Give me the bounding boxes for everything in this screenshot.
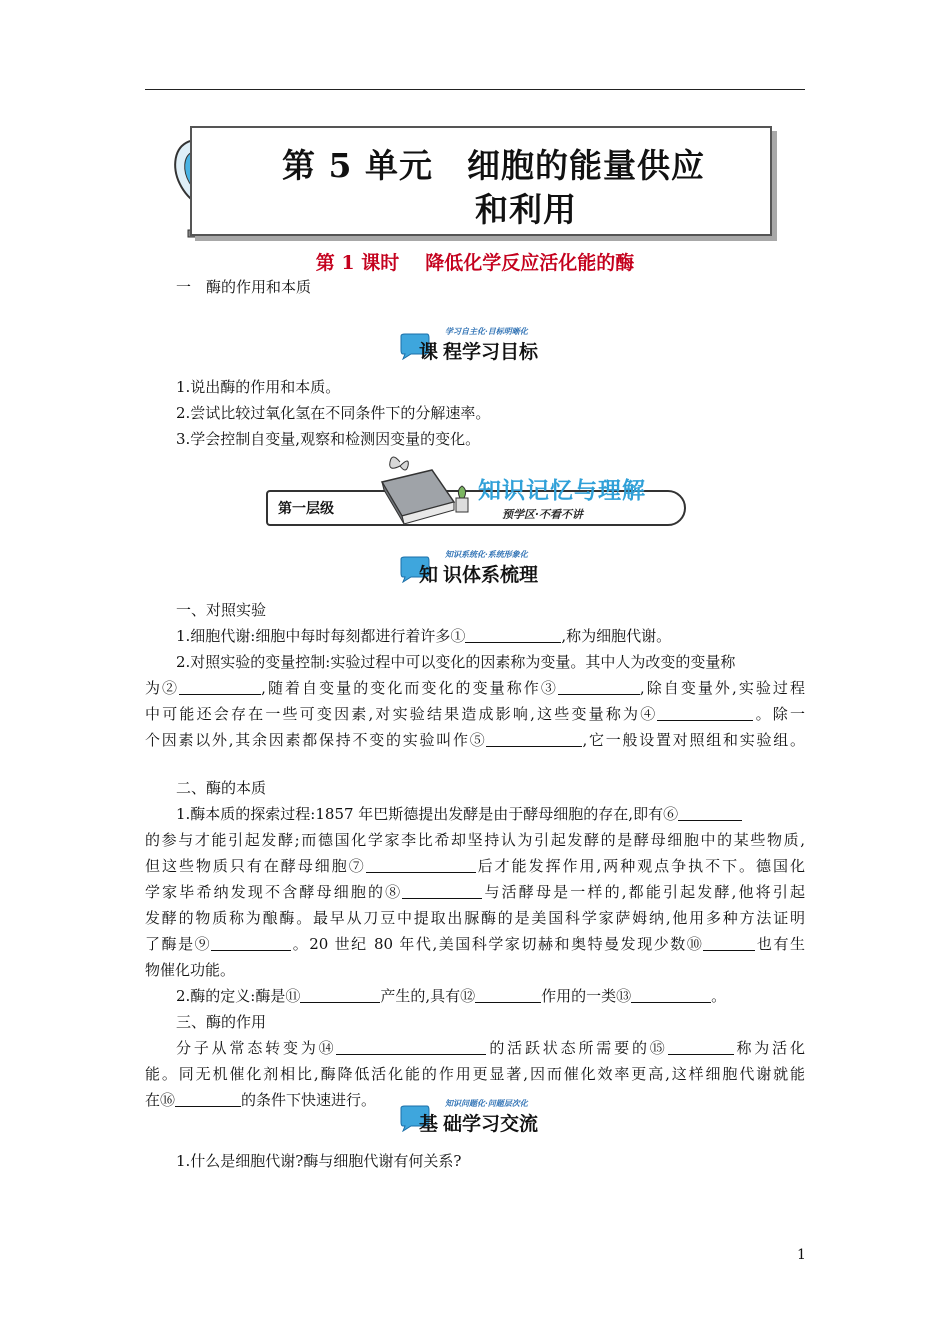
text-run: 1.酶本质的探索过程:1857 年巴斯德提出发酵是由于酵母细胞的存在,即有⑥ bbox=[176, 805, 679, 823]
paragraph-line bbox=[145, 675, 805, 701]
page-number: 1 bbox=[797, 1247, 806, 1263]
text-run: 的活跃状态所需要的⑮ bbox=[486, 1039, 668, 1057]
level-subtitle: 预学区·不看不讲 bbox=[502, 508, 583, 521]
badge-tag: 知识系统化·系统形象化 bbox=[445, 549, 528, 559]
fill-blank-2[interactable] bbox=[179, 679, 261, 695]
text-run: 了酶是⑨ bbox=[145, 935, 212, 953]
text-run: 2.酶的定义:酶是⑪ bbox=[176, 987, 301, 1005]
badge-title bbox=[419, 1109, 538, 1136]
fill-blank-13[interactable] bbox=[631, 987, 711, 1003]
fill-blank-16[interactable] bbox=[175, 1091, 241, 1107]
paragraph-line: 物催化功能。 bbox=[145, 961, 236, 979]
badge-learning-goals bbox=[397, 326, 567, 366]
text-run: 分子从常态转变为⑭ bbox=[176, 1039, 337, 1057]
lesson-title bbox=[0, 248, 950, 275]
text-run: 学家毕希纳发现不含酵母细胞的⑧ bbox=[145, 883, 403, 901]
badge-tag: 知识问题化·问题层次化 bbox=[445, 1098, 528, 1108]
fill-blank-8[interactable] bbox=[402, 883, 482, 899]
level-banner bbox=[266, 452, 686, 534]
text-run: 称为活化 bbox=[733, 1039, 805, 1057]
lesson-number: 第 1 课时 bbox=[315, 252, 400, 274]
paragraph-line bbox=[176, 1035, 805, 1061]
paragraph-line bbox=[176, 623, 671, 649]
fill-blank-15[interactable] bbox=[668, 1039, 734, 1055]
unit-banner bbox=[190, 126, 772, 236]
fill-blank-7[interactable] bbox=[366, 857, 476, 873]
fill-blank-1[interactable] bbox=[465, 627, 561, 643]
paragraph-line bbox=[145, 701, 805, 727]
text-run: ,随着自变量的变化而变化的变量称作③ bbox=[261, 679, 558, 697]
section-heading: 二、酶的本质 bbox=[176, 779, 267, 797]
paragraph-line bbox=[145, 1087, 376, 1113]
text-run: ,称为细胞代谢。 bbox=[561, 627, 672, 645]
fill-blank-3[interactable] bbox=[558, 679, 640, 695]
paragraph-line bbox=[176, 983, 726, 1009]
goal-item: 2.尝试比较过氧化氢在不同条件下的分解速率。 bbox=[176, 404, 491, 422]
fill-blank-4[interactable] bbox=[657, 705, 753, 721]
level-title: 知识记忆与理解 bbox=[478, 478, 646, 504]
badge-title-first: 课 bbox=[419, 341, 439, 363]
text-run: 产生的,具有⑫ bbox=[380, 987, 476, 1005]
level-label: 第一层级 bbox=[278, 501, 334, 517]
fill-blank-12[interactable] bbox=[475, 987, 541, 1003]
section-heading: 三、酶的作用 bbox=[176, 1013, 267, 1031]
unit-title-line1 bbox=[282, 140, 705, 187]
goal-item: 1.说出酶的作用和本质。 bbox=[176, 378, 341, 396]
paragraph-line: 的参与才能引起发酵;而德国化学家李比希却坚持认为引起发酵的是酵母细胞中的某些物质, bbox=[145, 831, 805, 849]
goal-item: 3.学会控制自变量,观察和检测因变量的变化。 bbox=[176, 430, 481, 448]
badge-title-first: 知 bbox=[419, 564, 439, 586]
text-run: 1.细胞代谢:细胞中每时每刻都进行着许多① bbox=[176, 627, 466, 645]
text-run: 也有生 bbox=[755, 935, 805, 953]
paragraph-line bbox=[176, 801, 742, 827]
fill-blank-14[interactable] bbox=[336, 1039, 486, 1055]
text-run: 个因素以外,其余因素都保持不变的实验叫作⑤ bbox=[145, 731, 487, 749]
text-run: 的条件下快速进行。 bbox=[241, 1091, 377, 1109]
text-run: 在⑯ bbox=[145, 1091, 176, 1109]
text-run: ,除自变量外,实验过程 bbox=[639, 679, 805, 697]
text-run: 。20 世纪 80 年代,美国科学家切赫和奥特曼发现少数⑩ bbox=[291, 935, 704, 953]
paragraph-line bbox=[145, 931, 805, 957]
text-run: 作用的一类⑬ bbox=[541, 987, 632, 1005]
text-run: 。 bbox=[711, 987, 727, 1005]
text-run: 为② bbox=[145, 679, 180, 697]
fill-blank-6[interactable] bbox=[678, 805, 742, 821]
unit-title-line2: 和利用 bbox=[475, 190, 577, 229]
badge-tag: 学习自主化·目标明晰化 bbox=[445, 326, 528, 336]
text-run: 中可能还会存在一些可变因素,对实验结果造成影响,这些变量称为④ bbox=[145, 705, 658, 723]
badge-title-rest: 程学习目标 bbox=[443, 341, 539, 363]
question-item: 1.什么是细胞代谢?酶与细胞代谢有何关系? bbox=[176, 1152, 462, 1170]
text-run: 但这些物质只有在酵母细胞⑦ bbox=[145, 857, 366, 875]
fill-blank-9[interactable] bbox=[211, 935, 291, 951]
text-run: ,它一般设置对照组和实验组。 bbox=[582, 731, 805, 749]
paragraph-line: 能。同无机催化剂相比,酶降低活化能的作用更显著,因而催化效率更高,这样细胞代谢就能 bbox=[145, 1065, 805, 1083]
badge-title bbox=[419, 337, 538, 364]
book-butterfly-icon bbox=[362, 452, 482, 532]
badge-title bbox=[419, 560, 538, 587]
paragraph-line: 2.对照实验的变量控制:实验过程中可以变化的因素称为变量。其中人为改变的变量称 bbox=[176, 653, 736, 671]
fill-blank-11[interactable] bbox=[300, 987, 380, 1003]
text-run: 后才能发挥作用,两种观点争执不下。德国化 bbox=[475, 857, 805, 875]
badge-title-rest: 础学习交流 bbox=[443, 1113, 539, 1135]
paragraph-line: 发酵的物质称为酿酶。最早从刀豆中提取出脲酶的是美国科学家萨姆纳,他用多种方法证明 bbox=[145, 909, 805, 927]
text-run: 。除一 bbox=[753, 705, 805, 723]
fill-blank-5[interactable] bbox=[486, 731, 582, 747]
part-heading: 一 酶的作用和本质 bbox=[176, 278, 312, 296]
fill-blank-10[interactable] bbox=[703, 935, 755, 951]
unit-number: 第 5 单元 bbox=[282, 146, 433, 185]
paragraph-line bbox=[145, 879, 805, 905]
lesson-name: 降低化学反应活化能的酶 bbox=[425, 252, 635, 274]
paragraph-line bbox=[145, 853, 805, 879]
badge-title-first: 基 bbox=[419, 1113, 439, 1135]
badge-knowledge-system bbox=[397, 549, 567, 589]
paragraph-line bbox=[145, 727, 805, 753]
badge-title-rest: 识体系梳理 bbox=[443, 564, 539, 586]
section-heading: 一、对照实验 bbox=[176, 601, 267, 619]
text-run: 与活酵母是一样的,都能引起发酵,他将引起 bbox=[482, 883, 805, 901]
badge-basic-exchange bbox=[397, 1098, 567, 1138]
unit-title-part1: 细胞的能量供应 bbox=[466, 146, 705, 185]
header-rule bbox=[145, 89, 805, 90]
